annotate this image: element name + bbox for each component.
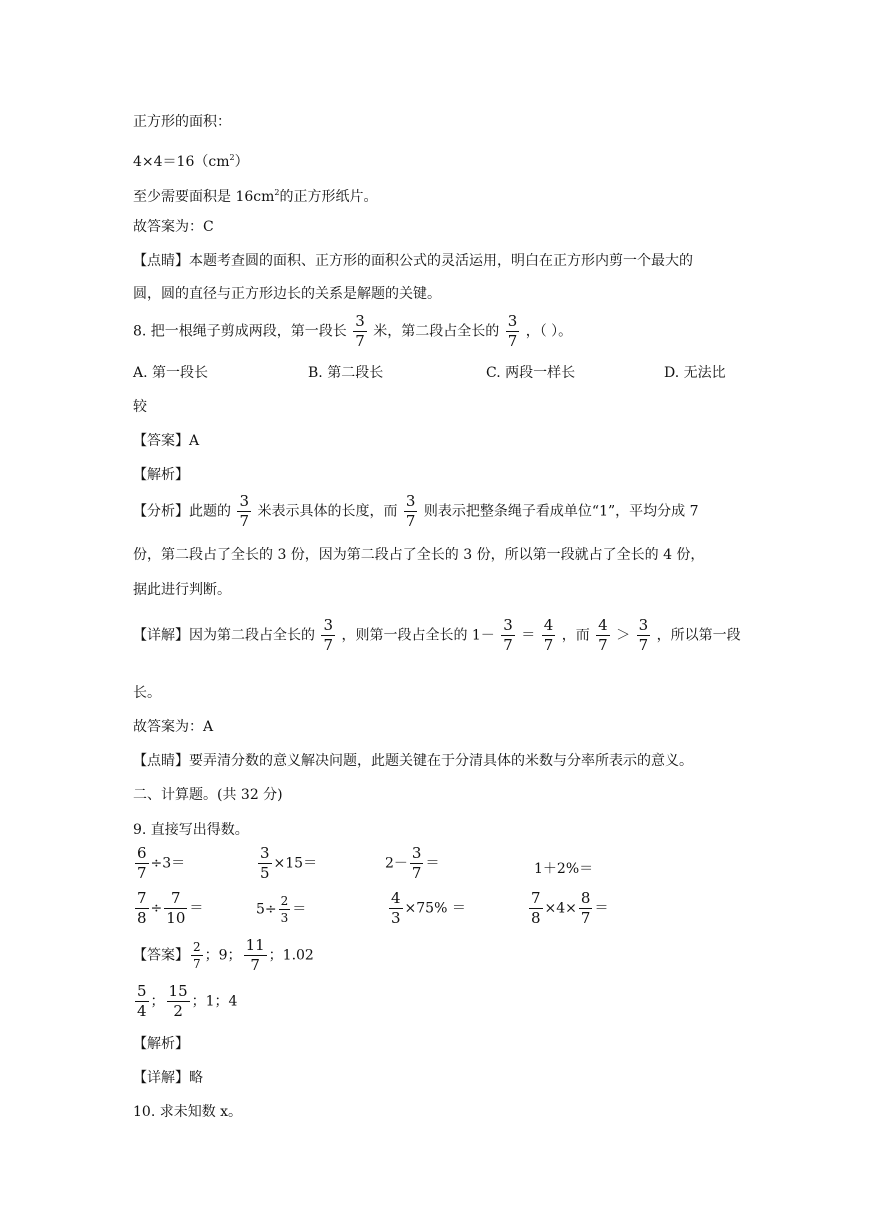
text: 米，第二段占全长的	[373, 323, 500, 340]
text: 米表示具体的长度，而	[257, 503, 398, 520]
xiangjie-line: 【详解】略	[133, 1070, 203, 1086]
calc-text: ）	[234, 154, 249, 170]
question-8	[133, 314, 572, 349]
text: 的正方形纸片。	[279, 189, 378, 205]
text: ＞	[616, 627, 631, 644]
fraction: $\frac{11}{7}$	[245, 936, 265, 974]
jiexi-tag: 【解析】	[133, 1036, 189, 1052]
fraction: $\frac{3}{7}$	[503, 616, 513, 654]
option-b: B. 第二段长	[308, 365, 384, 381]
fraction: $\frac{7}{8}$	[137, 889, 147, 927]
fenxi-line: 份，第二段占了全长的 3 份，因为第二段占了全长的 3 份，所以第一段就占了全长的 4 份，	[133, 547, 705, 563]
fraction: $\frac{8}{7}$	[580, 889, 591, 927]
calc-cell: $\frac{7}{8}$ ÷ $\frac{7}{10}$ ＝	[137, 889, 204, 927]
question-10: 10. 求未知数 x。	[133, 1104, 243, 1120]
text: 8. 把一根绳子剪成两段，第一段长	[133, 323, 347, 340]
answer-tag: 【答案】A	[133, 433, 200, 449]
fraction: $\frac{3}{7}$	[638, 616, 649, 654]
fraction: $\frac{3}{7}$	[355, 312, 365, 350]
fraction: $\frac{5}{4}$	[137, 982, 147, 1020]
calc-cell: $\frac{3}{5}$ ×15＝	[260, 844, 318, 882]
fraction: $\frac{15}{2}$	[168, 982, 188, 1020]
fraction: $\frac{7}{8}$	[531, 889, 541, 927]
section-heading: 二、计算题。(共 32 分)	[133, 787, 283, 803]
answer-line: 【答案】 $\frac{2}{7}$ ；9； $\frac{11}{7}$ ；1.02	[133, 936, 314, 974]
calc-cell: $\frac{4}{3}$ ×75% ＝	[391, 889, 466, 927]
text: ，则第一段占全长的 1－	[341, 627, 495, 644]
option-d: D. 无法比	[664, 365, 726, 381]
superscript: 2	[229, 153, 235, 162]
fenxi-line: 据此进行判断。	[133, 582, 231, 598]
fraction: $\frac{3}{7}$	[507, 312, 518, 350]
fraction: $\frac{4}{7}$	[543, 616, 554, 654]
option-c: C. 两段一样长	[486, 365, 576, 381]
fraction: $\frac{3}{7}$	[405, 492, 416, 530]
jiexi-tag: 【解析】	[133, 467, 189, 483]
fraction: $\frac{3}{7}$	[323, 616, 333, 654]
text: 【分析】此题的	[133, 503, 231, 520]
fraction: $\frac{7}{10}$	[166, 889, 186, 927]
text: ，（ ）。	[525, 323, 573, 340]
dianjing-line: 【点睛】本题考查圆的面积、正方形的面积公式的灵活运用，明白在正方形内剪一个最大的	[133, 253, 693, 269]
fraction: $\frac{4}{7}$	[598, 616, 608, 654]
calc-cell: $\frac{6}{7}$ ÷3＝	[137, 844, 186, 882]
question-9-title: 9. 直接写出得数。	[133, 822, 249, 838]
fraction: $\frac{2}{3}$	[280, 894, 289, 925]
answer-line: $\frac{5}{4}$ ； $\frac{15}{2}$ ；1；4	[137, 982, 238, 1020]
text: ，而	[561, 627, 590, 644]
calc-text: 4×4＝16（cm	[133, 154, 230, 170]
xiangjie-line: 长。	[133, 685, 161, 701]
fraction: $\frac{3}{5}$	[260, 844, 270, 882]
fenxi-line	[133, 494, 698, 529]
calc-cell: 5÷ $\frac{2}{3}$ ＝	[256, 894, 307, 925]
fraction: $\frac{3}{7}$	[411, 844, 422, 882]
fraction: $\frac{3}{7}$	[239, 492, 249, 530]
dianjing-line: 【点睛】要弄清分数的意义解决问题，此题关键在于分清具体的米数与分率所表示的意义。	[133, 753, 693, 769]
option-d-wrap: 较	[133, 399, 147, 415]
answer-line: 故答案为：A	[133, 719, 214, 735]
text: ＝	[521, 627, 536, 644]
calc-cell: $\frac{7}{8}$ ×4× $\frac{8}{7}$ ＝	[531, 889, 609, 927]
calc-cell: 1＋2%＝	[534, 861, 594, 877]
superscript: 2	[274, 188, 280, 197]
answer-line: 故答案为：C	[133, 219, 214, 235]
text: ，所以第一段	[656, 627, 741, 644]
text: 则表示把整条绳子看成单位“1”，平均分成 7	[423, 503, 699, 520]
text-line	[133, 183, 377, 207]
fraction: $\frac{4}{3}$	[391, 889, 401, 927]
xiangjie-line	[133, 618, 741, 653]
fraction: $\frac{2}{7}$	[193, 940, 201, 971]
fraction: $\frac{6}{7}$	[137, 844, 147, 882]
text-line: 正方形的面积：	[133, 114, 231, 130]
calc-cell: 2－ $\frac{3}{7}$ ＝	[385, 844, 440, 882]
dianjing-line: 圆，圆的直径与正方形边长的关系是解题的关键。	[133, 286, 441, 302]
option-a: A. 第一段长	[133, 365, 209, 381]
text: 至少需要面积是 16cm	[133, 189, 275, 205]
text: 【详解】因为第二段占全长的	[133, 627, 315, 644]
text-line	[133, 148, 249, 172]
